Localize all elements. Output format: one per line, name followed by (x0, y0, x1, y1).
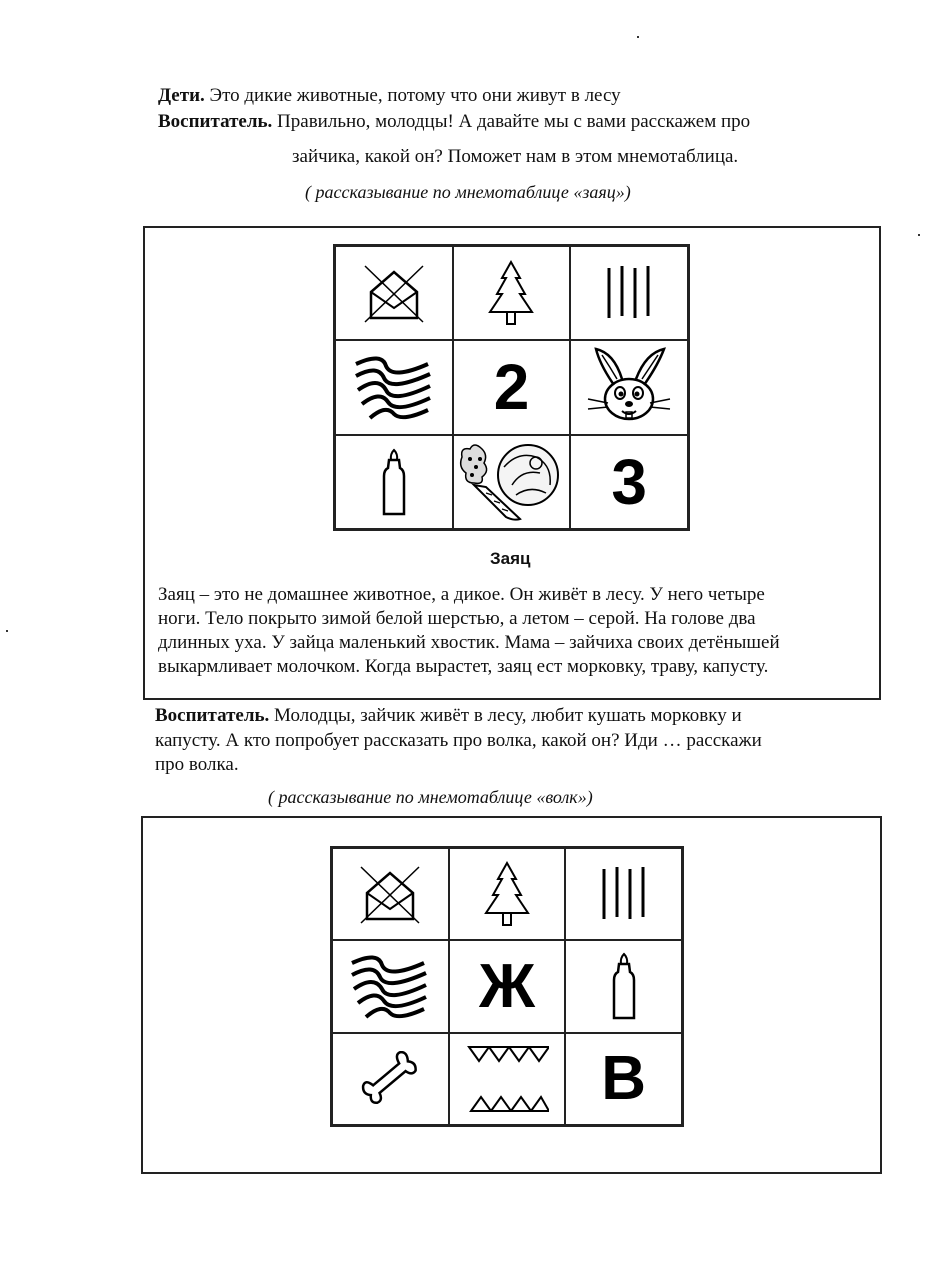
hare-cell-9 (570, 435, 688, 529)
speaker-teacher: Воспитатель. (158, 111, 273, 132)
hare-text-line-4: выкармливает молочком. Когда вырастет, заяц ест морковку, траву, капусту. (158, 656, 769, 677)
speaker-teacher-2: Воспитатель. (155, 705, 270, 726)
wolf-cell-3 (565, 848, 682, 940)
middle-line-1 (155, 704, 742, 728)
hare-cell-7 (335, 435, 453, 529)
hare-cell-8 (453, 435, 571, 529)
hare-face-icon (584, 345, 674, 429)
hare-cell-2 (453, 246, 571, 340)
intro-line-3: зайчика, какой он? Поможет нам в этом мнемотаблица. (292, 146, 739, 167)
wolf-cell-5 (449, 940, 566, 1032)
wolf-cell-2 (449, 848, 566, 940)
scan-speck (6, 630, 8, 632)
fur-waves-icon (352, 350, 436, 424)
hare-cell-1 (335, 246, 453, 340)
hare-text-line-3: длинных уха. У зайца маленький хвостик. Мама – зайчиха своих детёнышей (158, 632, 780, 653)
four-legs-lines-icon (596, 863, 652, 925)
teeth-zigzag-icon (465, 1041, 549, 1117)
wolf-cell-9 (565, 1033, 682, 1125)
scan-speck (918, 234, 920, 236)
number-three: 3 (611, 445, 647, 518)
middle-line-3: про волка. (155, 754, 239, 775)
intro-line-1 (158, 84, 621, 108)
hare-cell-3 (570, 246, 688, 340)
wolf-cell-4 (332, 940, 449, 1032)
carrot-cabbage-icon (456, 437, 566, 527)
number-two: 2 (493, 351, 530, 424)
hare-title: Заяц (490, 549, 531, 568)
wolf-cell-6 (565, 940, 682, 1032)
bone-icon (359, 1051, 421, 1107)
four-legs-lines-icon (601, 262, 657, 324)
crossed-house-icon (355, 859, 425, 929)
wolf-cell-1 (332, 848, 449, 940)
hare-mnemotable (333, 244, 690, 531)
letter-v: В (601, 1044, 647, 1114)
hare-cell-6 (570, 340, 688, 434)
fur-waves-icon (348, 949, 432, 1023)
milk-bottle-icon (608, 950, 640, 1022)
scan-speck (637, 36, 639, 38)
milk-bottle-icon (378, 446, 410, 518)
intro-line-2-text: Правильно, молодцы! А давайте мы с вами расскажем про (272, 111, 751, 132)
intro-line-1-text: Это дикие животные, потому что они живут в лесу (204, 85, 621, 106)
hare-text-line-2: ноги. Тело покрыто зимой белой шерстью, а летом – серой. На голове два (158, 608, 756, 629)
fir-tree-icon (483, 258, 539, 328)
intro-line-2 (158, 110, 750, 134)
letter-zh: Ж (478, 951, 536, 1021)
caption-wolf: ( рассказывание по мнемотаблице «волк») (268, 787, 593, 807)
hare-cell-4 (335, 340, 453, 434)
wolf-mnemotable (330, 846, 684, 1127)
crossed-house-icon (359, 258, 429, 328)
wolf-cell-7 (332, 1033, 449, 1125)
caption-hare: ( рассказывание по мнемотаблице «заяц») (305, 182, 631, 202)
middle-line-2: капусту. А кто попробует рассказать про волка, какой он? Иди … расскажи (155, 730, 762, 751)
wolf-cell-8 (449, 1033, 566, 1125)
hare-cell-5 (453, 340, 571, 434)
middle-line-1-text: Молодцы, зайчик живёт в лесу, любит кушать морковку и (269, 705, 742, 726)
hare-text-line-1: Заяц – это не домашнее животное, а дикое. Он живёт в лесу. У него четыре (158, 584, 765, 605)
fir-tree-icon (479, 859, 535, 929)
speaker-children: Дети. (158, 85, 205, 106)
